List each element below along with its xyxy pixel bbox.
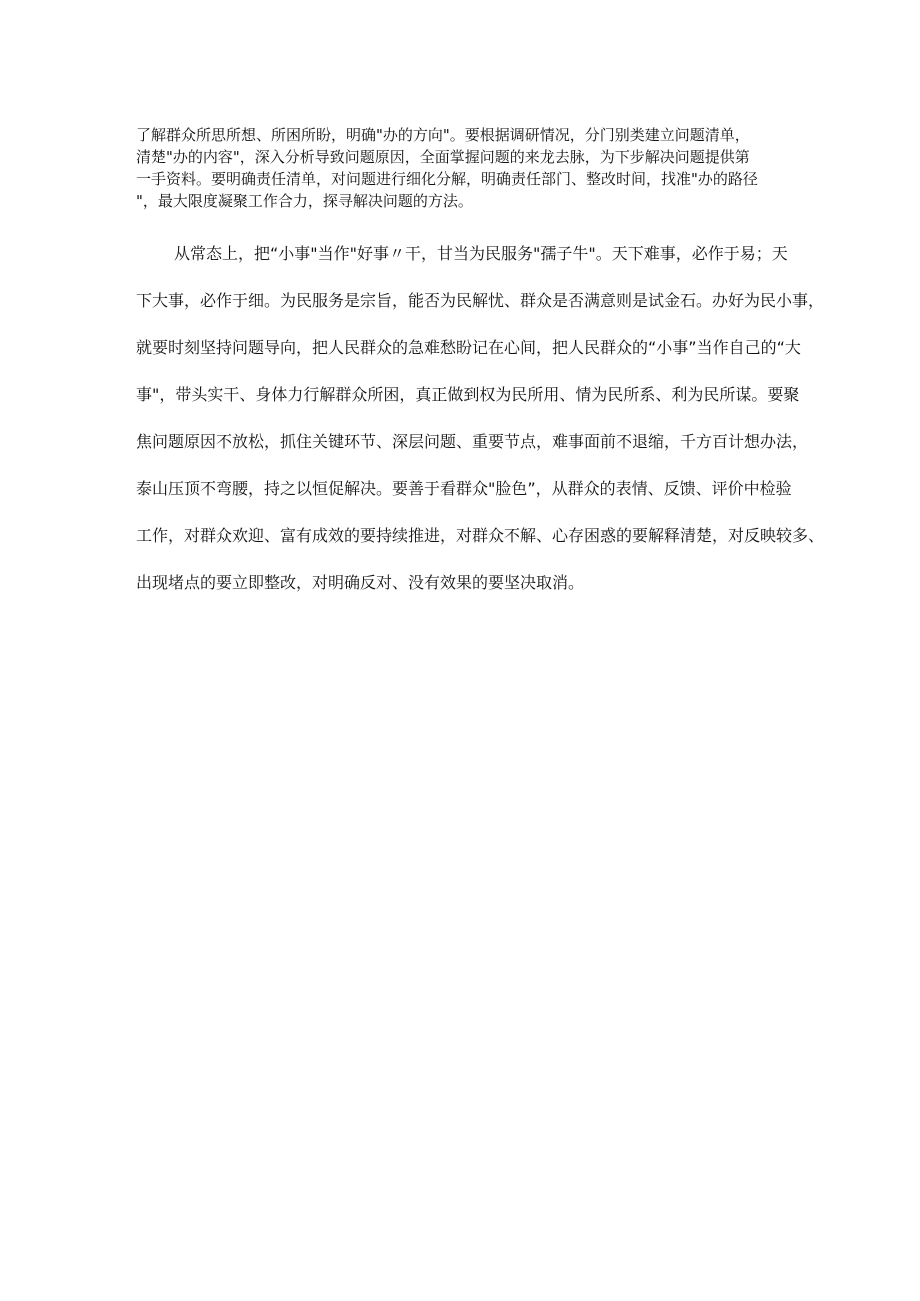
paragraph-2-line: 出现堵点的要立即整改，对明确反对、没有效果的要坚决取消。 — [136, 573, 585, 592]
paragraph-2 — [136, 243, 825, 619]
paragraph-2-line: 泰山压顶不弯腰，持之以恒促解决。要善于看群众"脸色”，从群众的表情、反馈、评价中检验 — [136, 479, 792, 498]
paragraph-2-line: 事"，带头实干、身体力行解群众所困，真正做到权为民所用、情为民所系、利为民所谋。要聚 — [136, 385, 800, 404]
paragraph-2-line: 焦问题原因不放松，抓住关键环节、深层问题、重要节点，难事面前不退缩，千方百计想办法， — [136, 432, 809, 451]
paragraph-1-line: 清楚"办的内容"，深入分析导致问题原因，全面掌握问题的来龙去脉，为下步解决问题提供第 — [136, 148, 750, 166]
paragraph-2-line: 就要时刻坚持问题导向，把人民群众的急难愁盼记在心间，把人民群众的“小事”当作自己的“大 — [136, 338, 801, 357]
paragraph-2-line: 工作，对群众欢迎、富有成效的要持续推进，对群众不解、心存困惑的要解释清楚，对反映较多、 — [136, 526, 825, 545]
paragraph-1-line: "，最大限度凝聚工作合力，探寻解决问题的方法。 — [136, 192, 473, 210]
paragraph-2-line: 下大事，必作于细。为民服务是宗旨，能否为民解忧、群众是否满意则是试金石。办好为民小事， — [136, 291, 825, 310]
paragraph-2-line: 从常态上，把“小事"当作"好事〃干，甘当为民服务"孺子牛"。天下难事，必作于易；天 — [174, 244, 788, 263]
paragraph-1-line: 了解群众所思所想、所困所盼，明确"办的方向"。要根据调研情况，分门别类建立问题清单， — [136, 126, 750, 144]
paragraph-1 — [136, 124, 796, 212]
paragraph-1-line: 一手资料。要明确责任清单，对问题进行细化分解，明确责任部门、整改时间，找准"办的路径 — [136, 170, 758, 188]
